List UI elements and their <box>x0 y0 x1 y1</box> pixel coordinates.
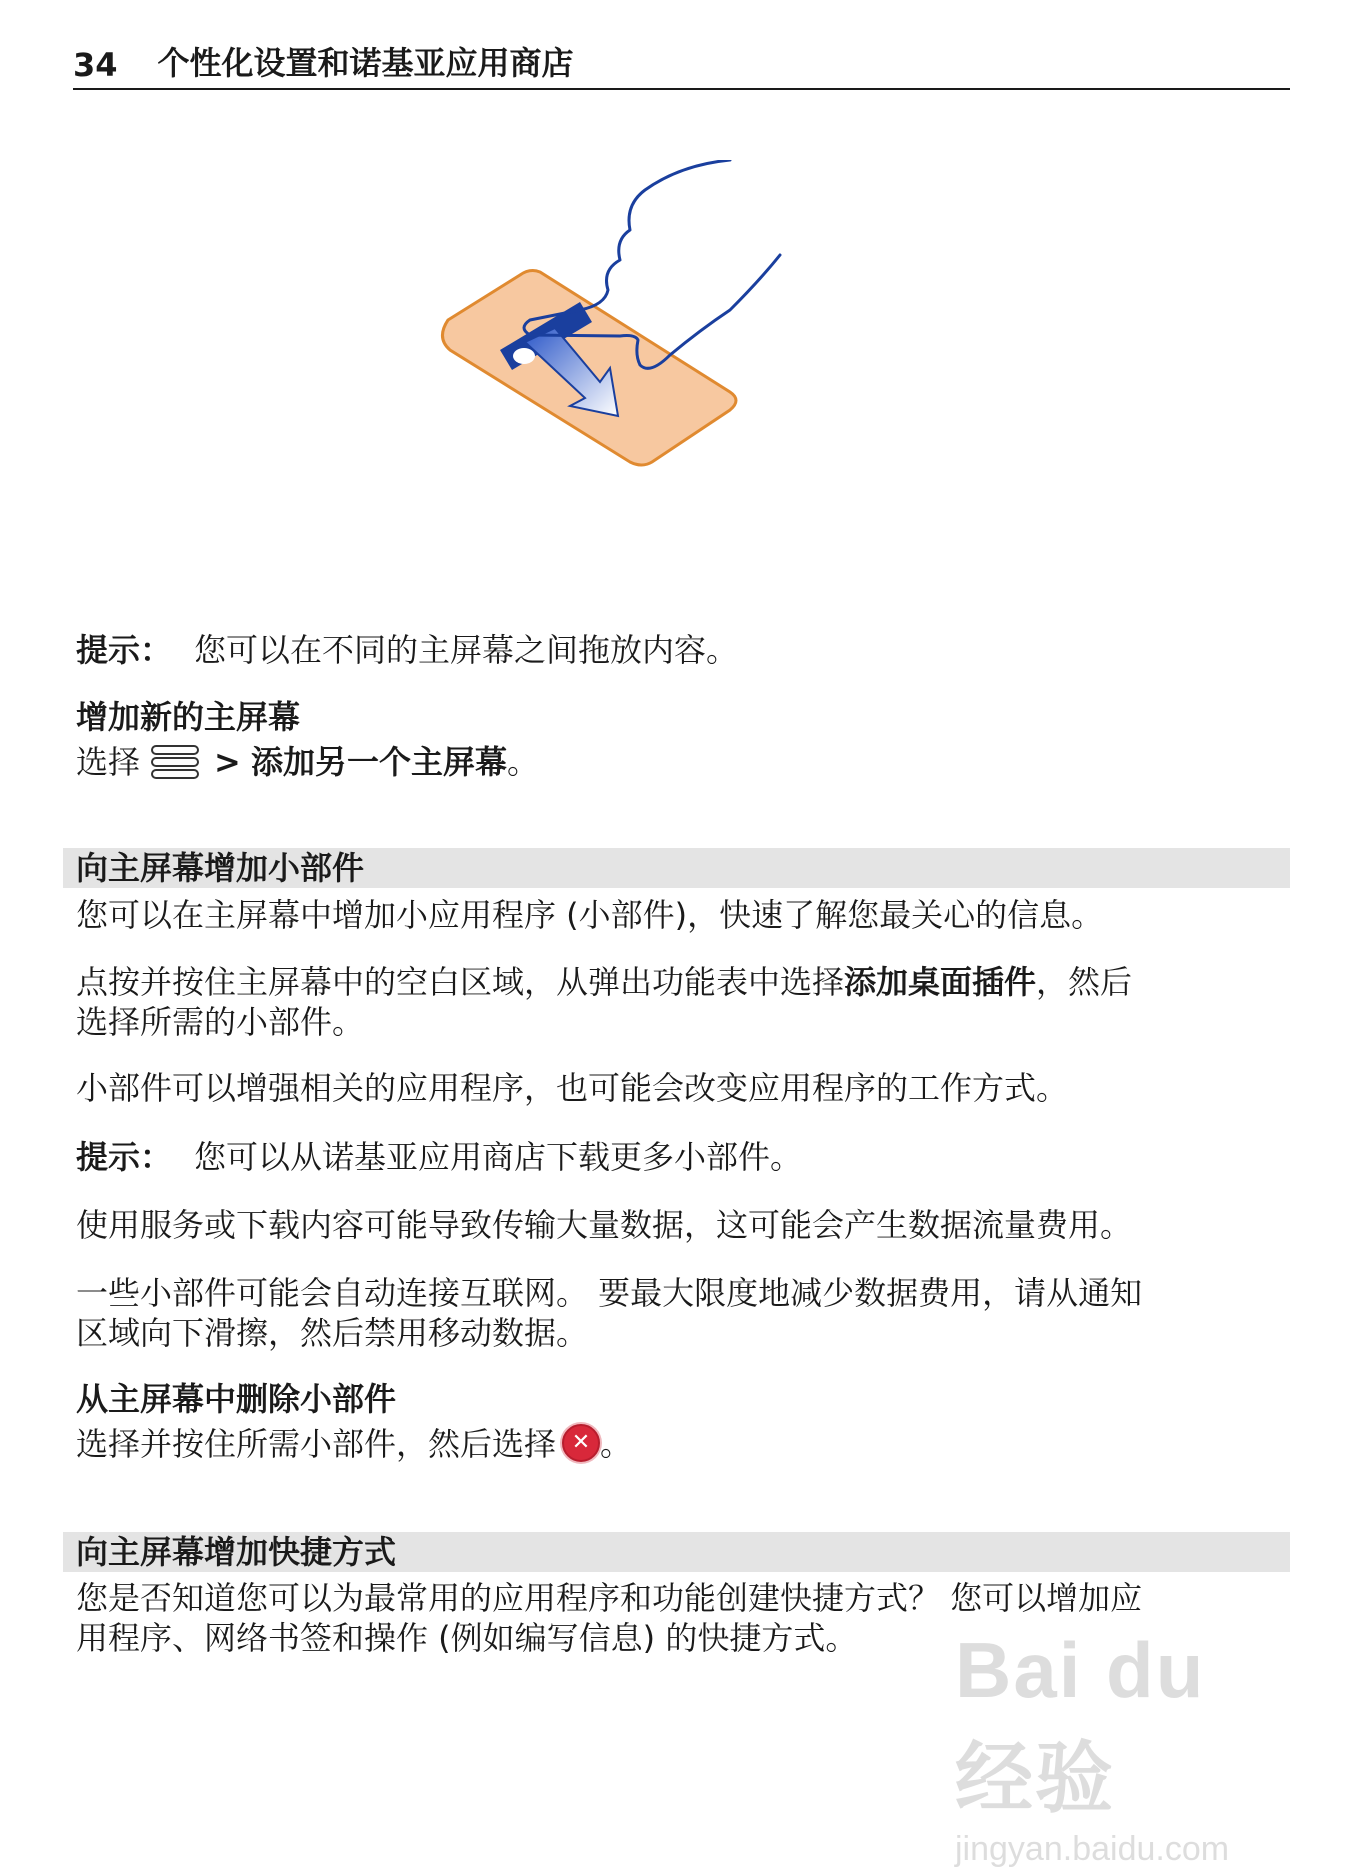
watermark-logo: Bai du 经验 <box>955 1626 1206 1822</box>
shortcuts-line2: 用程序、网络书签和操作 (例如编写信息) 的快捷方式。 <box>76 1619 858 1657</box>
widgets-paragraph-5 <box>76 1273 1290 1353</box>
section-bar-shortcuts: 向主屏幕增加快捷方式 <box>63 1532 1290 1572</box>
page-number: 34 <box>73 46 118 84</box>
widgets-paragraph-2 <box>76 962 1290 1042</box>
remove-widget-instruction <box>76 1424 1290 1465</box>
close-icon: ✕ <box>562 1424 600 1462</box>
widgets-p2-after: ，然后 <box>1036 963 1133 1001</box>
tip-text: 您可以在不同的主屏幕之间拖放内容。 <box>194 631 739 669</box>
add-home-prefix: 选择 <box>76 743 141 781</box>
drag-widget-illustration <box>430 160 900 560</box>
tip-label: 提示： <box>76 1138 173 1176</box>
remove-widget-suffix: 。 <box>600 1425 633 1463</box>
widgets-p2-command: 添加桌面插件 <box>844 963 1037 1001</box>
remove-widget-heading: 从主屏幕中删除小部件 <box>76 1380 397 1418</box>
section-bar-widgets: 向主屏幕增加小部件 <box>63 848 1290 888</box>
widgets-paragraph-4: 使用服务或下载内容可能导致传输大量数据，这可能会产生数据流量费用。 <box>76 1206 1133 1244</box>
shortcuts-line1: 您是否知道您可以为最常用的应用程序和功能创建快捷方式？ 您可以增加应 <box>76 1579 1143 1617</box>
widgets-p5-line1: 一些小部件可能会自动连接互联网。 要最大限度地减少数据费用，请从通知 <box>76 1274 1143 1312</box>
add-home-screen-instruction <box>76 742 1290 782</box>
remove-widget-text: 选择并按住所需小部件，然后选择 <box>76 1425 557 1463</box>
add-home-command: 添加另一个主屏幕 <box>251 743 508 781</box>
watermark-url: jingyan.baidu.com <box>955 1830 1230 1868</box>
tip-download-widgets <box>76 1137 1290 1177</box>
shortcuts-paragraph <box>76 1578 1290 1658</box>
menu-icon <box>150 744 200 780</box>
tip-label: 提示： <box>76 631 173 669</box>
widget-dot <box>513 348 535 364</box>
add-home-suffix: 。 <box>507 743 540 781</box>
tip-text: 您可以从诺基亚应用商店下载更多小部件。 <box>194 1138 803 1176</box>
running-header <box>73 46 1290 90</box>
add-home-separator: > <box>214 743 241 781</box>
widgets-p2-line2: 选择所需的小部件。 <box>76 1003 365 1041</box>
widgets-paragraph-3: 小部件可以增强相关的应用程序，也可能会改变应用程序的工作方式。 <box>76 1069 1069 1107</box>
add-home-screen-heading: 增加新的主屏幕 <box>76 698 301 736</box>
chapter-title: 个性化设置和诺基亚应用商店 <box>157 44 574 82</box>
widgets-paragraph-1: 您可以在主屏幕中增加小应用程序 (小部件)，快速了解您最关心的信息。 <box>76 896 1104 934</box>
tip-drag-content <box>76 630 1290 670</box>
widgets-p2-before: 点按并按住主屏幕中的空白区域，从弹出功能表中选择 <box>76 963 845 1001</box>
widgets-p5-line2: 区域向下滑擦，然后禁用移动数据。 <box>76 1314 589 1352</box>
